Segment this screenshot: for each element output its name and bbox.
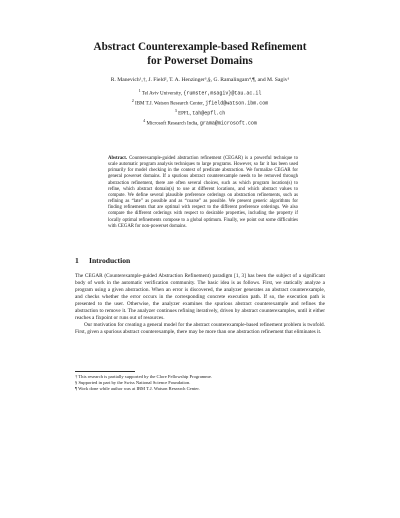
affiliation-4: $^4$ Microsoft Research India, grama@microsoft.com	[143, 118, 257, 128]
title-line-2: for Powerset Domains	[147, 55, 253, 67]
section-title: Introduction	[89, 256, 131, 265]
abstract-label: Abstract.	[108, 156, 128, 161]
intro-body	[75, 273, 325, 336]
affiliation-2: $^2$ IBM T.J. Watson Research Center, jfield@watson.ibm.com	[131, 98, 269, 107]
section-heading	[75, 256, 325, 266]
footnotes	[75, 374, 325, 392]
author-list: R. Manevich¹,†, J. Field², T. A. Henzinger³,§, G. Ramalingam⁴,¶, and M. Sagiv¹	[110, 77, 290, 83]
affiliations	[40, 88, 360, 129]
intro-paragraph-2: Our motivation for creating a general model for the abstract counterexample-based refinement problem is twofold. First, given a spurious abstract counterexample, there may be more than one abstraction refinement that eliminates it.	[75, 321, 325, 335]
footnote: § Supported in part by the Swiss National Science Foundation.	[75, 380, 191, 385]
paper-title	[0, 40, 400, 68]
footnote: ¶ Work done while author was at IBM T.J. Watson Research Center.	[75, 386, 200, 391]
intro-paragraph-1: The CEGAR (Counterexample-guided Abstraction Refinement) paradigm [1, 3] has been the subject of a significant body of work in the automatic verification community. The basic idea is as follows. First, we statically analyze a program using a given abstraction. When an error is discovered, the analyzer generates an abstract counterexample, and checks whether the error occurs in the corresponding concrete execution path. If so, the execution path is presented to the user. Otherwise, the analyzer examines the spurious abstract counterexample and refines the abstraction to remove it. The analyzer continues refining iteratively, driven by abstract counterexamples, until it either reaches a fixpoint or runs out of resources.	[75, 273, 325, 321]
affiliation-3: $^3$ EPFL, tah@epfl.ch	[174, 108, 226, 117]
footnote-rule	[75, 371, 135, 372]
section-number: 1	[75, 256, 79, 265]
footnote: † This research is partially supported by the Clore Fellowship Programme.	[75, 374, 213, 379]
affiliation-1: $^1$ Tel Aviv University, {rumster,msagiv}@tau.ac.il	[138, 88, 262, 97]
abstract-text: Counterexample-guided abstraction refinement (CEGAR) is a powerful technique to scale automatic program analysis techniques to large programs. However, so far it has been used primarily for model checking in the context of predicate abstraction. We formalize CEGAR for general powerset domains. If a spurious abstract counterexample needs to be removed through abstraction refinement, there are often several choices, such as which program location(s) to refine, which abstract domain(s) to use at different locations, and which abstract values to compute. We define several plausible preference orderings on abstraction refinements, such as refining as “late” as possible and as “coarse” as possible. We present generic algorithms for finding refinements that are optimal with respect to the different preference orderings. We also compare the different orderings with respect to desirable properties, including the property if locally optimal refinements compose to a global optimum. Finally, we point out some difficulties with CEGAR for non-powerset domains.	[108, 156, 298, 229]
abstract	[108, 156, 298, 230]
title-line-1: Abstract Counterexample-based Refinement	[93, 41, 307, 53]
